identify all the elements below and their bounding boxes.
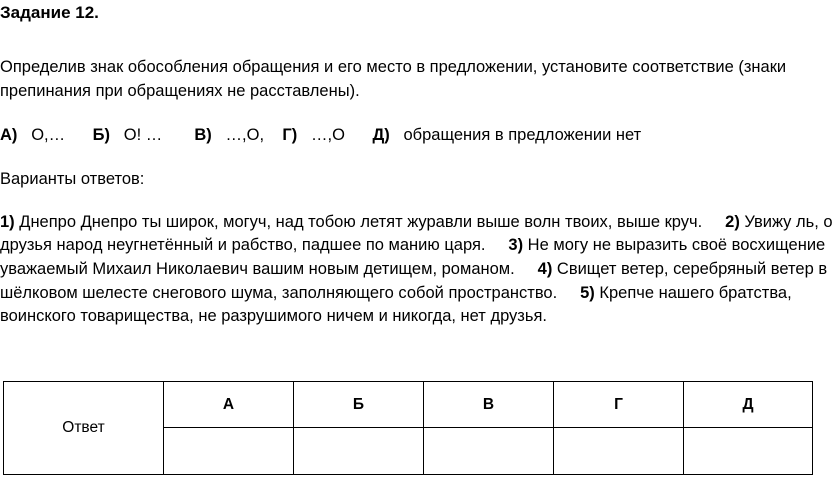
option-g-letter: Г) xyxy=(282,126,298,144)
answer-table-header-row xyxy=(4,382,813,428)
sentence-3-text-end: уважаемый Михаил Николаевич вашим новым детищем, романом. xyxy=(0,260,515,278)
task-title: Задание 12. xyxy=(0,3,99,22)
sentence-3-text-start: Не могу не выразить своё восхищение xyxy=(527,236,826,254)
answer-row-label: Ответ xyxy=(4,382,164,475)
answer-cell-g[interactable] xyxy=(554,428,684,475)
sentence-5-text-end: воинского товарищества, не разрушимого ничем и никогда, нет друзья. xyxy=(0,307,547,325)
option-b-letter: Б) xyxy=(92,126,110,144)
answer-cell-d[interactable] xyxy=(684,428,813,475)
sentence-5-number: 5) xyxy=(580,284,595,302)
option-v-letter: В) xyxy=(194,126,212,144)
sentence-2-text-end: друзья народ неугнетённый и рабство, падшее по манию царя. xyxy=(0,236,486,254)
option-b-text: О! … xyxy=(123,126,163,144)
sentence-4-text-start: Свищет ветер, серебряный ветер в xyxy=(556,260,828,278)
option-d-letter: Д) xyxy=(372,126,390,144)
sentence-1-number: 1) xyxy=(0,213,15,231)
column-header-d: Д xyxy=(684,382,813,428)
answer-cell-b[interactable] xyxy=(294,428,424,475)
sentence-line-2 xyxy=(0,233,825,257)
column-header-a: А xyxy=(164,382,294,428)
sentence-2-text-start: Увижу ль, о xyxy=(744,213,833,231)
sentence-4-number: 4) xyxy=(537,260,553,278)
sentence-line-1 xyxy=(0,210,833,234)
answer-cell-a[interactable] xyxy=(164,428,294,475)
instruction-line-2: препинания при обращениях не расставлены). xyxy=(0,82,360,100)
sentence-5-text-start: Крепче нашего братства, xyxy=(599,284,792,302)
sentence-4-text-end: шёлковом шелесте снегового шума, заполняющего собой пространство. xyxy=(0,284,558,302)
column-header-v: В xyxy=(424,382,554,428)
sentence-3-number: 3) xyxy=(508,236,524,254)
option-a-letter: А) xyxy=(0,126,18,144)
option-v-text: …,О, xyxy=(225,126,265,144)
option-d-text: обращения в предложении нет xyxy=(403,126,642,144)
sentence-line-4 xyxy=(0,281,792,305)
sentence-2-number: 2) xyxy=(725,213,740,231)
answer-table xyxy=(3,381,813,475)
option-a-text: О,… xyxy=(31,126,66,144)
sentence-1-text: Днепро Днепро ты широк, могуч, над тобою летят журавли выше волн твоих, выше круч. xyxy=(19,213,703,231)
sentence-line-3 xyxy=(0,257,827,281)
column-header-b: Б xyxy=(294,382,424,428)
sentence-line-5 xyxy=(0,304,547,328)
option-g-text: …,О xyxy=(311,126,345,144)
answer-cell-v[interactable] xyxy=(424,428,554,475)
column-header-g: Г xyxy=(554,382,684,428)
answers-heading: Варианты ответов: xyxy=(0,170,145,188)
options-row xyxy=(0,123,641,147)
instruction-line-1: Определив знак обособления обращения и его место в предложении, установите соответствие (знаки xyxy=(0,58,787,76)
